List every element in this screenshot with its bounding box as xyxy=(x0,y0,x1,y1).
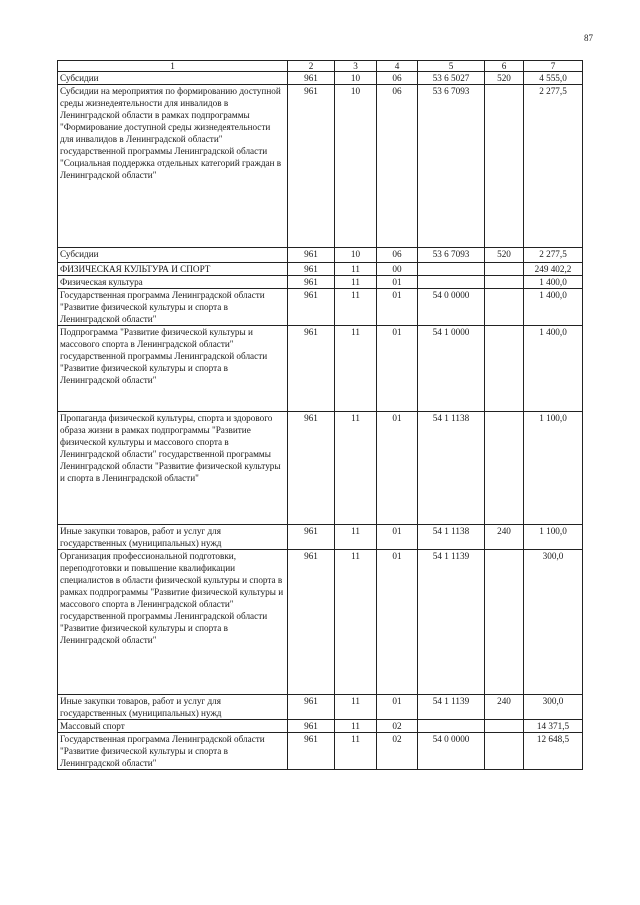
table-row xyxy=(58,733,583,770)
row-amount: 249 402,2 xyxy=(524,263,583,276)
row-code-5: 54 1 1139 xyxy=(418,695,485,720)
row-code-2: 961 xyxy=(288,85,335,248)
row-code-3: 10 xyxy=(335,85,377,248)
row-code-2: 961 xyxy=(288,525,335,550)
row-code-2: 961 xyxy=(288,326,335,412)
row-name: Организация профессиональной подготовки, переподготовки и повышение квалификации специалистов в области физической культуры и спорта в рамках подпрограммы "Развитие физической культуры и массового спорта в Ленинградской области" государственной программы Ленинградской области "Развитие физической культуры и спорта в Ленинградской области" xyxy=(58,550,288,695)
row-code-6: 240 xyxy=(485,525,524,550)
header-cell-4: 4 xyxy=(377,61,418,72)
row-code-4: 06 xyxy=(377,72,418,85)
row-code-3: 11 xyxy=(335,263,377,276)
row-code-2: 961 xyxy=(288,289,335,326)
row-code-3: 11 xyxy=(335,289,377,326)
row-code-5: 54 1 1139 xyxy=(418,550,485,695)
row-code-4: 01 xyxy=(377,276,418,289)
row-code-4: 00 xyxy=(377,263,418,276)
row-code-6 xyxy=(485,276,524,289)
row-code-2: 961 xyxy=(288,733,335,770)
row-code-6: 520 xyxy=(485,248,524,263)
row-code-6 xyxy=(485,720,524,733)
header-cell-2: 2 xyxy=(288,61,335,72)
row-code-3: 11 xyxy=(335,525,377,550)
row-code-3: 11 xyxy=(335,720,377,733)
table-row xyxy=(58,248,583,263)
row-name: Субсидии на мероприятия по формированию доступной среды жизнедеятельности для инвалидов в Ленинградской области в рамках подпрограммы "Формирование доступной среды жизнедеятельности для инвалидов в Ленинградской области" государственной программы Ленинградской области "Социальная поддержка отдельных категорий граждан в Ленинградской области" xyxy=(58,85,288,248)
table-row xyxy=(58,263,583,276)
row-code-4: 06 xyxy=(377,85,418,248)
row-code-3: 10 xyxy=(335,248,377,263)
row-name: Массовый спорт xyxy=(58,720,288,733)
row-code-4: 01 xyxy=(377,326,418,412)
header-cell-7: 7 xyxy=(524,61,583,72)
row-code-4: 01 xyxy=(377,289,418,326)
row-name: Субсидии xyxy=(58,248,288,263)
header-cell-5: 5 xyxy=(418,61,485,72)
row-amount: 4 555,0 xyxy=(524,72,583,85)
row-code-6 xyxy=(485,85,524,248)
row-name: ФИЗИЧЕСКАЯ КУЛЬТУРА И СПОРТ xyxy=(58,263,288,276)
row-code-2: 961 xyxy=(288,248,335,263)
row-code-6: 240 xyxy=(485,695,524,720)
row-code-3: 11 xyxy=(335,276,377,289)
row-amount: 12 648,5 xyxy=(524,733,583,770)
row-name: Подпрограмма "Развитие физической культуры и массового спорта в Ленинградской области" государственной программы Ленинградской области "Развитие физической культуры и спорта в Ленинградской области" xyxy=(58,326,288,412)
row-code-2: 961 xyxy=(288,263,335,276)
row-code-4: 01 xyxy=(377,695,418,720)
row-code-4: 02 xyxy=(377,720,418,733)
row-code-5: 54 1 1138 xyxy=(418,412,485,525)
row-code-4: 01 xyxy=(377,550,418,695)
row-name: Иные закупки товаров, работ и услуг для государственных (муниципальных) нужд xyxy=(58,695,288,720)
row-name: Пропаганда физической культуры, спорта и здорового образа жизни в рамках подпрограммы "Развитие физической культуры и массового спорта в Ленинградской области" государственной программы Ленинградской области "Развитие физической культуры и спорта в Ленинградской области" xyxy=(58,412,288,525)
table-row xyxy=(58,85,583,248)
table-row xyxy=(58,525,583,550)
row-code-2: 961 xyxy=(288,720,335,733)
row-name: Субсидии xyxy=(58,72,288,85)
row-code-5: 54 0 0000 xyxy=(418,289,485,326)
row-code-6 xyxy=(485,733,524,770)
row-code-6 xyxy=(485,263,524,276)
row-code-6 xyxy=(485,550,524,695)
row-code-5: 54 1 0000 xyxy=(418,326,485,412)
table-row xyxy=(58,720,583,733)
row-code-3: 11 xyxy=(335,550,377,695)
row-code-5: 54 1 1138 xyxy=(418,525,485,550)
row-code-4: 01 xyxy=(377,525,418,550)
row-code-5: 53 6 7093 xyxy=(418,248,485,263)
header-cell-3: 3 xyxy=(335,61,377,72)
table-row xyxy=(58,550,583,695)
row-code-3: 11 xyxy=(335,412,377,525)
row-code-5 xyxy=(418,276,485,289)
table-row xyxy=(58,72,583,85)
row-amount: 1 100,0 xyxy=(524,412,583,525)
row-code-5: 54 0 0000 xyxy=(418,733,485,770)
budget-table xyxy=(57,60,583,770)
row-code-2: 961 xyxy=(288,412,335,525)
row-amount: 14 371,5 xyxy=(524,720,583,733)
header-cell-name: 1 xyxy=(58,61,288,72)
row-code-2: 961 xyxy=(288,695,335,720)
row-name: Государственная программа Ленинградской области "Развитие физической культуры и спорта в Ленинградской области" xyxy=(58,289,288,326)
row-amount: 1 400,0 xyxy=(524,326,583,412)
row-name: Иные закупки товаров, работ и услуг для государственных (муниципальных) нужд xyxy=(58,525,288,550)
row-code-6 xyxy=(485,289,524,326)
row-code-2: 961 xyxy=(288,276,335,289)
row-amount: 300,0 xyxy=(524,550,583,695)
row-name: Государственная программа Ленинградской области "Развитие физической культуры и спорта в Ленинградской области" xyxy=(58,733,288,770)
row-amount: 1 100,0 xyxy=(524,525,583,550)
row-code-4: 06 xyxy=(377,248,418,263)
row-amount: 300,0 xyxy=(524,695,583,720)
row-amount: 1 400,0 xyxy=(524,276,583,289)
row-code-5 xyxy=(418,263,485,276)
row-code-3: 11 xyxy=(335,695,377,720)
row-code-5 xyxy=(418,720,485,733)
row-code-4: 02 xyxy=(377,733,418,770)
table-row xyxy=(58,695,583,720)
row-code-5: 53 6 5027 xyxy=(418,72,485,85)
row-code-3: 10 xyxy=(335,72,377,85)
row-amount: 2 277,5 xyxy=(524,248,583,263)
row-name: Физическая культура xyxy=(58,276,288,289)
row-code-3: 11 xyxy=(335,326,377,412)
row-code-6: 520 xyxy=(485,72,524,85)
header-row xyxy=(58,61,583,72)
table-row xyxy=(58,289,583,326)
page-number: 87 xyxy=(584,33,593,43)
row-code-6 xyxy=(485,326,524,412)
row-amount: 1 400,0 xyxy=(524,289,583,326)
row-code-5: 53 6 7093 xyxy=(418,85,485,248)
row-amount: 2 277,5 xyxy=(524,85,583,248)
header-cell-6: 6 xyxy=(485,61,524,72)
row-code-3: 11 xyxy=(335,733,377,770)
table-row xyxy=(58,276,583,289)
row-code-2: 961 xyxy=(288,550,335,695)
row-code-2: 961 xyxy=(288,72,335,85)
table-row xyxy=(58,412,583,525)
row-code-4: 01 xyxy=(377,412,418,525)
row-code-6 xyxy=(485,412,524,525)
table-row xyxy=(58,326,583,412)
